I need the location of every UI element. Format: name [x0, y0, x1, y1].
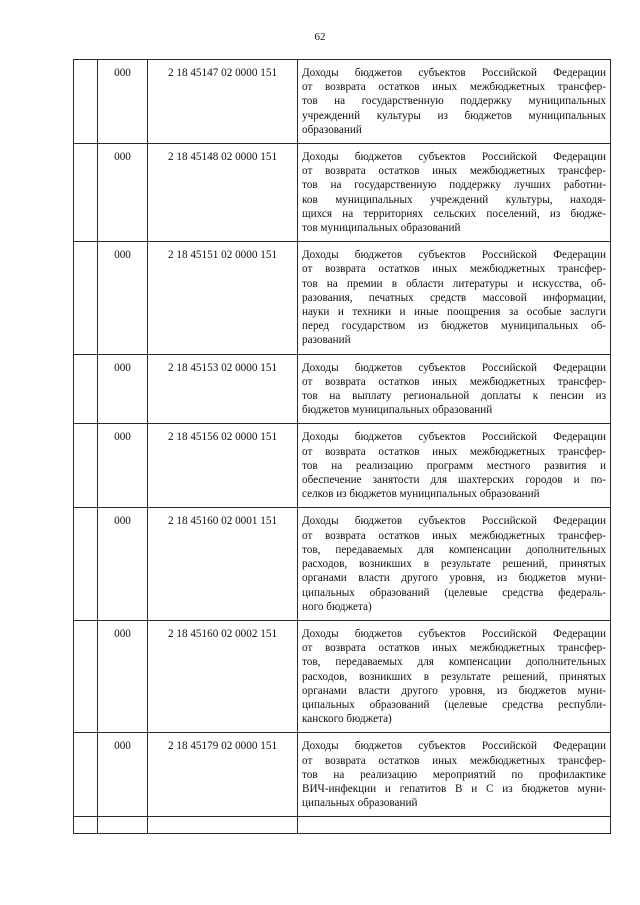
- revenue-code-cell: 2 18 45156 02 0000 151: [148, 424, 298, 508]
- revenue-classification-table: [73, 59, 611, 834]
- revenue-name-line: тов на реализацию программ местного развития и: [302, 459, 606, 472]
- table-row: [74, 354, 611, 424]
- row-blank-cell: [74, 144, 98, 242]
- table-row: [74, 508, 611, 620]
- revenue-name-line: ципальных образований: [302, 797, 418, 810]
- administrator-code-cell: 000: [98, 733, 148, 817]
- empty-cell: [298, 817, 611, 834]
- revenue-name-line: тов на реализацию мероприятий по профилактике: [302, 768, 606, 781]
- revenue-name-line: тов муниципальных образований: [302, 222, 461, 235]
- revenue-name-line: разований: [302, 334, 351, 347]
- revenue-name-line: обеспечение занятости для шахтерских городов и по-: [302, 474, 606, 487]
- table-row: [74, 60, 611, 144]
- revenue-name-line: органами власти другого уровня, из бюджетов муни-: [302, 572, 606, 585]
- revenue-name-line: расходов, возникших в результате решений, принятых: [302, 670, 606, 683]
- revenue-name-line: Доходы бюджетов субъектов Российской Федерации: [302, 67, 606, 79]
- revenue-name-line: канского бюджета): [302, 713, 392, 726]
- revenue-name-line: тов на премии в области литературы и искусства, об-: [302, 277, 606, 290]
- table-body: [74, 60, 611, 834]
- revenue-name-line: Доходы бюджетов субъектов Российской Федерации: [302, 151, 606, 164]
- revenue-name-line: тов на выплату региональной доплаты к пенсии из: [302, 390, 606, 403]
- revenue-name-line: Доходы бюджетов субъектов Российской Федерации: [302, 515, 606, 528]
- revenue-code-cell: 2 18 45179 02 0000 151: [148, 733, 298, 817]
- revenue-name-line: от возврата остатков иных межбюджетных трансфер-: [302, 81, 606, 94]
- revenue-name-line: от возврата остатков иных межбюджетных трансфер-: [302, 263, 606, 276]
- row-blank-cell: [74, 60, 98, 144]
- empty-cell: [148, 817, 298, 834]
- revenue-name-cell: [298, 242, 611, 354]
- revenue-name-line: щихся на территориях сельских поселений, из бюдже-: [302, 207, 606, 220]
- row-blank-cell: [74, 424, 98, 508]
- revenue-name-line: ков муниципальных учреждений культуры, находя-: [302, 193, 606, 206]
- revenue-name-line: тов, передаваемых для компенсации дополнительных: [302, 656, 606, 669]
- table-row: [74, 144, 611, 242]
- revenue-name-line: ВИЧ-инфекции и гепатитов B и C из бюджетов муни-: [302, 782, 606, 795]
- revenue-name-cell: [298, 733, 611, 817]
- revenue-name-line: разования, печатных средств массовой информации,: [302, 291, 606, 304]
- administrator-code-cell: 000: [98, 242, 148, 354]
- revenue-name-line: от возврата остатков иных межбюджетных трансфер-: [302, 165, 606, 178]
- revenue-name-line: от возврата остатков иных межбюджетных трансфер-: [302, 375, 606, 388]
- revenue-name-line: от возврата остатков иных межбюджетных трансфер-: [302, 754, 606, 767]
- revenue-name-line: ципальных образований (целевые средства республи-: [302, 698, 606, 711]
- revenue-name-line: науки и техники и иные поощрения за особые заслуги: [302, 306, 606, 319]
- revenue-code-cell: 2 18 45148 02 0000 151: [148, 144, 298, 242]
- revenue-name-line: перед государством из бюджетов муниципальных об-: [302, 320, 606, 333]
- revenue-name-line: расходов, возникших в результате решений, принятых: [302, 558, 606, 571]
- revenue-name-line: Доходы бюджетов субъектов Российской Федерации: [302, 361, 606, 374]
- revenue-name-cell: [298, 144, 611, 242]
- revenue-name-line: селков из бюджетов муниципальных образований: [302, 488, 540, 501]
- page-number: 62: [314, 31, 326, 43]
- table-row: [74, 242, 611, 354]
- table-row: [74, 733, 611, 817]
- revenue-name-line: от возврата остатков иных межбюджетных трансфер-: [302, 642, 606, 655]
- revenue-name-line: ного бюджета): [302, 600, 372, 613]
- revenue-code-cell: 2 18 45160 02 0002 151: [148, 620, 298, 732]
- revenue-name-line: органами власти другого уровня, из бюджетов муни-: [302, 684, 606, 697]
- row-blank-cell: [74, 733, 98, 817]
- revenue-code-cell: 2 18 45151 02 0000 151: [148, 242, 298, 354]
- table-row-empty: [74, 817, 611, 834]
- administrator-code-cell: 000: [98, 354, 148, 424]
- revenue-name-cell: [298, 508, 611, 620]
- revenue-code-cell: 2 18 45153 02 0000 151: [148, 354, 298, 424]
- empty-cell: [74, 817, 98, 834]
- administrator-code-cell: 000: [98, 620, 148, 732]
- revenue-name-cell: [298, 620, 611, 732]
- revenue-name-line: ципальных образований (целевые средства федераль-: [302, 586, 606, 599]
- revenue-name-line: от возврата остатков иных межбюджетных трансфер-: [302, 529, 606, 542]
- revenue-name-line: бюджетов муниципальных образований: [302, 404, 493, 417]
- table-row: [74, 424, 611, 508]
- row-blank-cell: [74, 354, 98, 424]
- revenue-name-line: тов на государственную поддержку лучших работни-: [302, 179, 606, 192]
- revenue-name-cell: [298, 60, 611, 144]
- revenue-name-line: Доходы бюджетов субъектов Российской Федерации: [302, 627, 606, 640]
- revenue-name-line: Доходы бюджетов субъектов Российской Федерации: [302, 249, 606, 262]
- revenue-name-line: Доходы бюджетов субъектов Российской Федерации: [302, 740, 606, 753]
- administrator-code-cell: 000: [98, 144, 148, 242]
- revenue-name-line: учреждений культуры из бюджетов муниципальных: [302, 109, 606, 122]
- revenue-code-cell: 2 18 45147 02 0000 151: [148, 60, 298, 144]
- revenue-name-cell: [298, 354, 611, 424]
- empty-cell: [98, 817, 148, 834]
- revenue-name-line: образований: [302, 123, 362, 136]
- revenue-name-line: тов, передаваемых для компенсации дополнительных: [302, 543, 606, 556]
- table-row: [74, 620, 611, 732]
- administrator-code-cell: 000: [98, 508, 148, 620]
- row-blank-cell: [74, 242, 98, 354]
- row-blank-cell: [74, 620, 98, 732]
- revenue-name-line: от возврата остатков иных межбюджетных трансфер-: [302, 445, 606, 458]
- revenue-name-line: Доходы бюджетов субъектов Российской Федерации: [302, 431, 606, 444]
- revenue-name-cell: [298, 424, 611, 508]
- row-blank-cell: [74, 508, 98, 620]
- administrator-code-cell: 000: [98, 424, 148, 508]
- administrator-code-cell: 000: [98, 60, 148, 144]
- revenue-name-line: тов на государственную поддержку муниципальных: [302, 95, 606, 108]
- revenue-code-cell: 2 18 45160 02 0001 151: [148, 508, 298, 620]
